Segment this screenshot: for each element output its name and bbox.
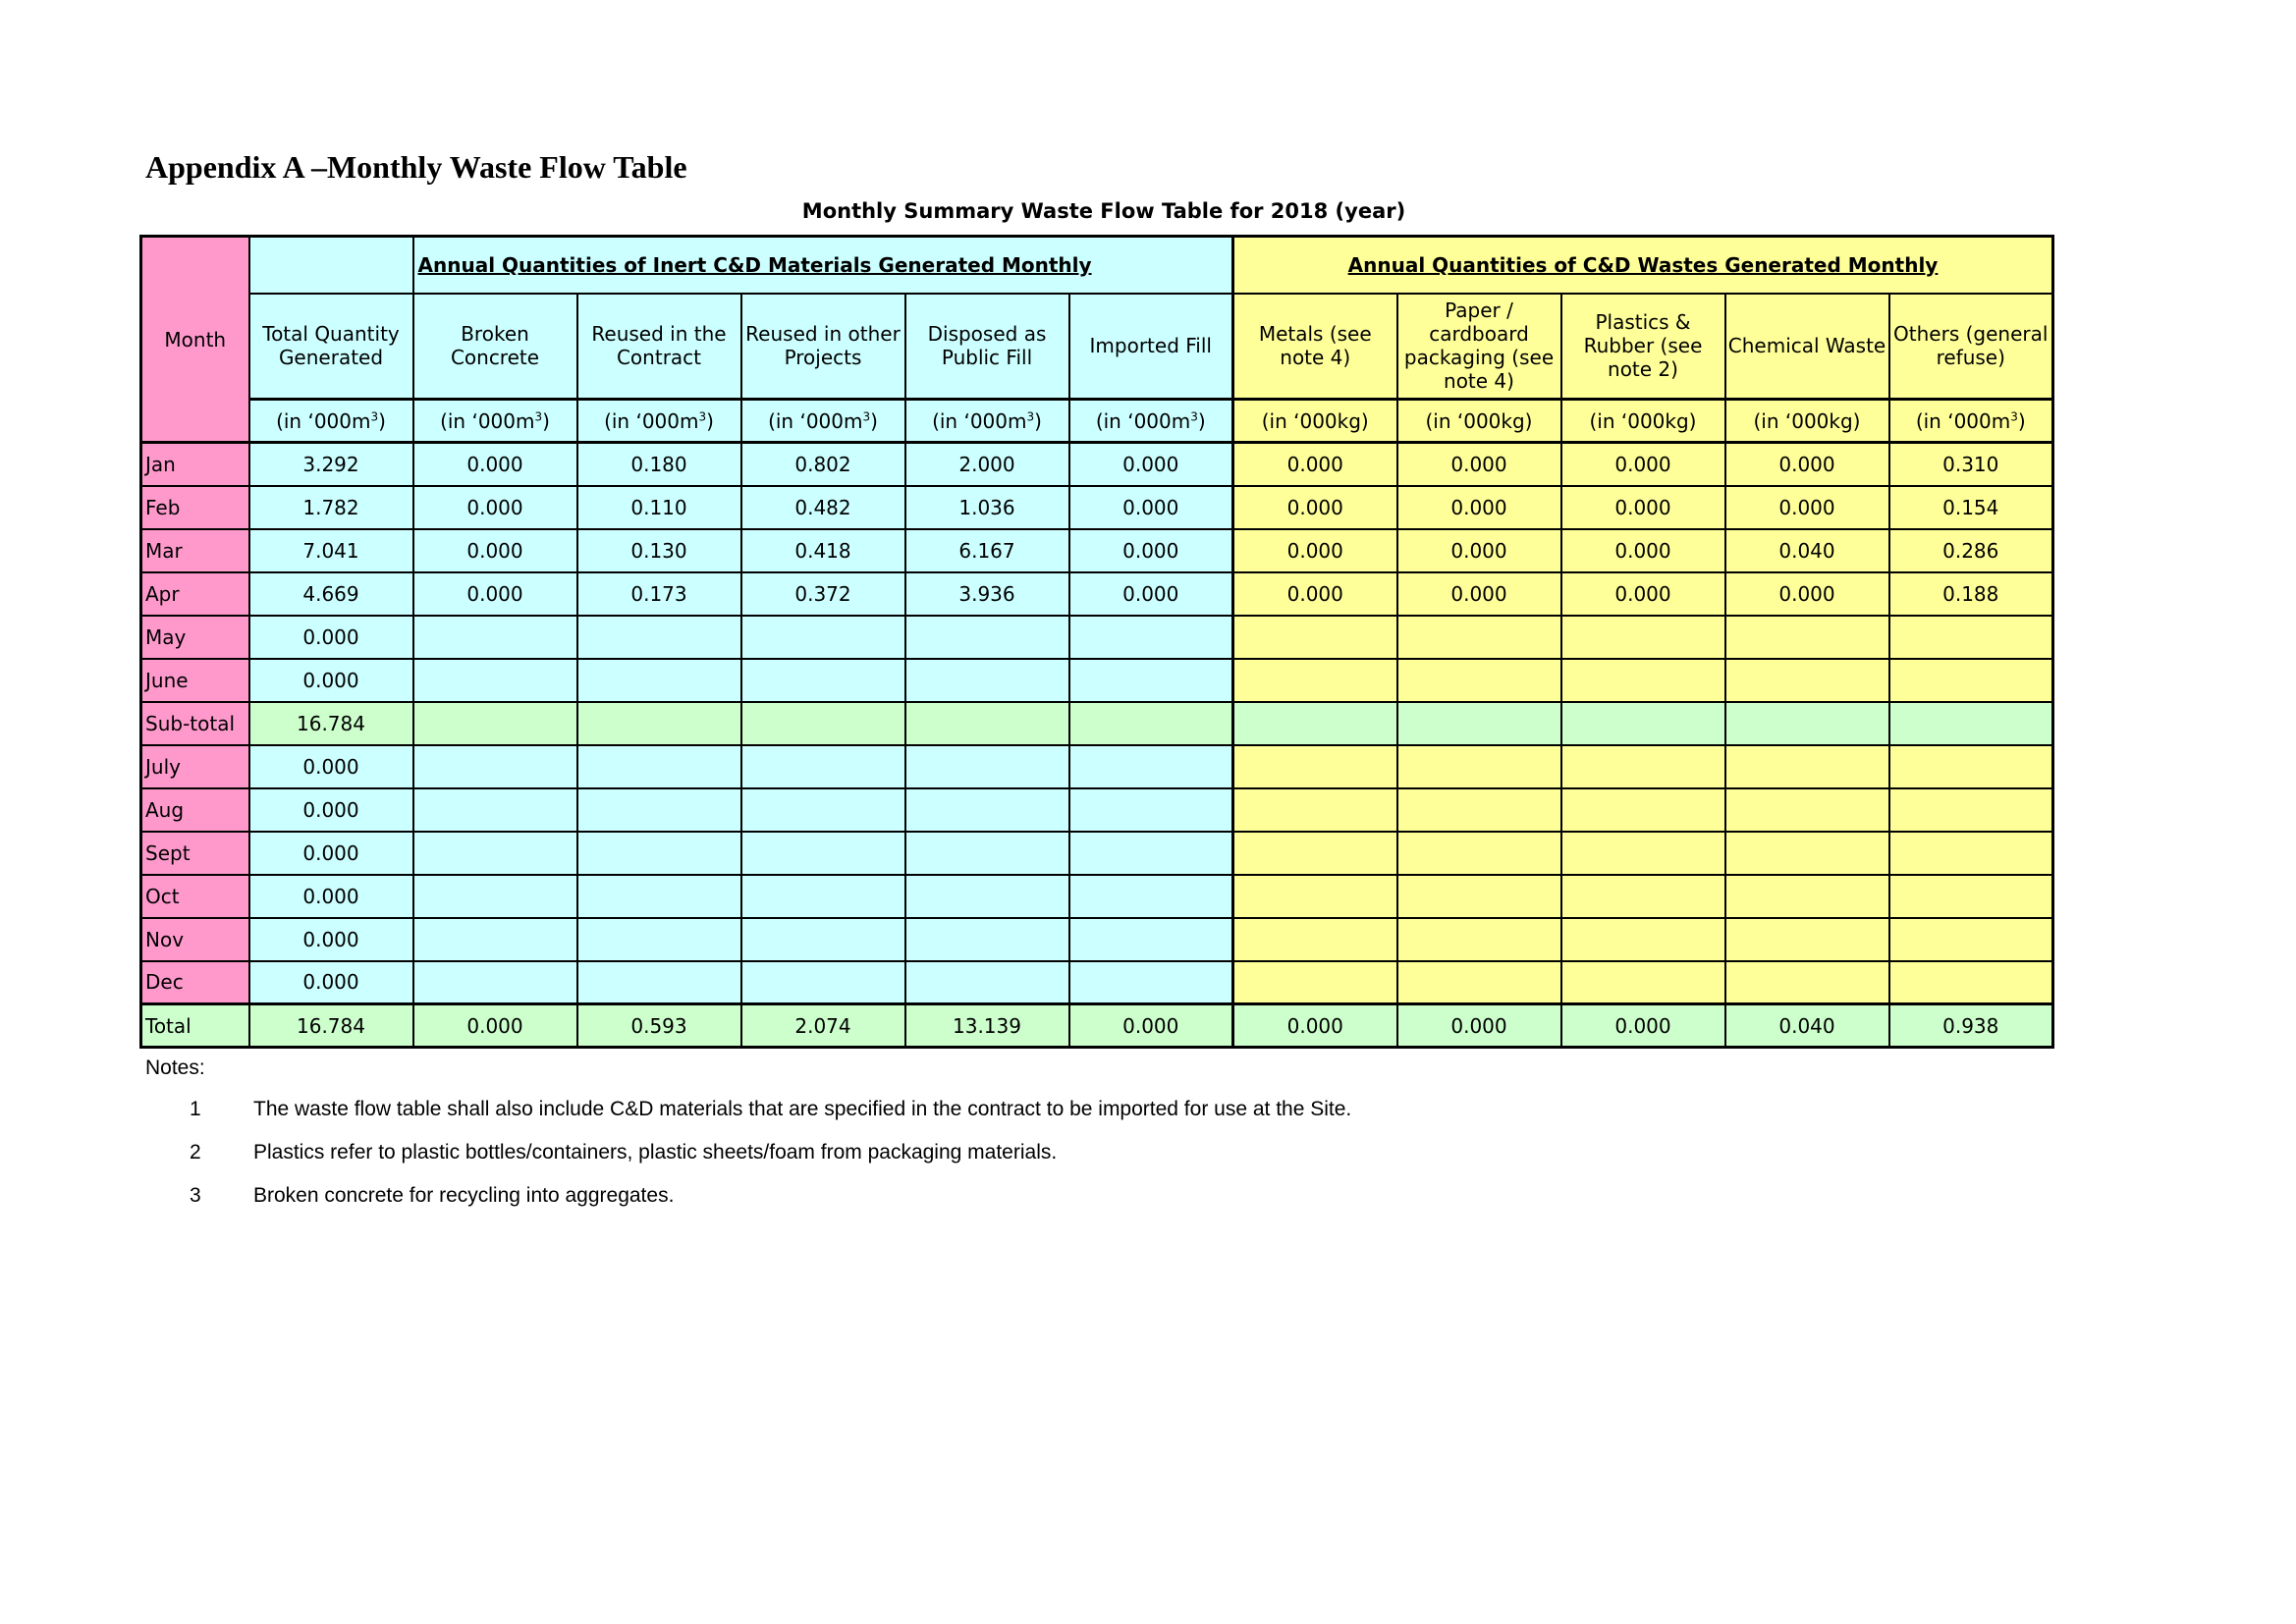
value-cell: [1725, 918, 1889, 961]
month-cell: Dec: [141, 961, 249, 1004]
value-cell: [1397, 832, 1561, 875]
table-row: [141, 616, 2053, 659]
value-cell: [577, 918, 741, 961]
value-cell: [741, 616, 905, 659]
value-cell: 0.000: [1561, 443, 1725, 486]
waste-flow-table: [139, 235, 2054, 1049]
unit-text: (in ‘000kg): [1425, 408, 1533, 433]
value-cell: 0.000: [1397, 572, 1561, 616]
month-cell: Feb: [141, 486, 249, 529]
value-cell: [1233, 832, 1397, 875]
unit-text: (in ‘000m: [768, 408, 863, 433]
waste-group-header: Annual Quantities of C&D Wastes Generated Monthly: [1233, 237, 2053, 294]
unit-header: [1561, 400, 1725, 443]
notes-label: Notes:: [145, 1056, 205, 1079]
value-cell: 0.173: [577, 572, 741, 616]
note-text: Plastics refer to plastic bottles/containers, plastic sheets/foam from packaging materials.: [253, 1141, 1058, 1164]
table-row: [141, 659, 2053, 702]
value-cell: 0.000: [413, 486, 577, 529]
value-cell: [1725, 659, 1889, 702]
appendix-title: Appendix A –Monthly Waste Flow Table: [145, 149, 687, 185]
value-cell: [1069, 918, 1233, 961]
value-cell: [905, 875, 1069, 918]
table-header: [141, 237, 2053, 443]
notes-section: [145, 1056, 1351, 1227]
unit-header: [905, 400, 1069, 443]
value-cell: [1889, 918, 2053, 961]
value-cell: [1725, 788, 1889, 832]
value-cell: 0.000: [249, 745, 413, 788]
unit-header: [741, 400, 905, 443]
value-cell: [741, 745, 905, 788]
value-cell: [577, 745, 741, 788]
value-cell: 0.000: [1725, 443, 1889, 486]
month-cell: Aug: [141, 788, 249, 832]
column-header: Others (general refuse): [1889, 294, 2053, 400]
note-text: Broken concrete for recycling into aggregates.: [253, 1184, 675, 1207]
unit-header: [1069, 400, 1233, 443]
month-cell: Jan: [141, 443, 249, 486]
value-cell: [577, 616, 741, 659]
value-cell: [1233, 788, 1397, 832]
value-cell: 0.000: [1069, 572, 1233, 616]
note-item: [145, 1098, 1351, 1141]
value-cell: [1561, 918, 1725, 961]
value-cell: 0.000: [1233, 572, 1397, 616]
table-row: [141, 875, 2053, 918]
value-cell: 0.593: [577, 1004, 741, 1048]
table-title: Monthly Summary Waste Flow Table for 2018 (year): [801, 199, 1406, 223]
value-cell: [413, 788, 577, 832]
value-cell: [1561, 788, 1725, 832]
table-row: [141, 486, 2053, 529]
value-cell: [741, 832, 905, 875]
unit-close: ): [1034, 408, 1042, 433]
unit-text: (in ‘000m: [276, 408, 371, 433]
unit-close: ): [706, 408, 714, 433]
unit-header: [577, 400, 741, 443]
value-cell: 0.000: [413, 529, 577, 572]
month-cell: Mar: [141, 529, 249, 572]
column-header: Plastics & Rubber (see note 2): [1561, 294, 1725, 400]
table-row: [141, 745, 2053, 788]
unit-text: (in ‘000m: [1095, 408, 1191, 433]
unit-close: ): [1197, 408, 1206, 433]
value-cell: [1561, 745, 1725, 788]
unit-text: (in ‘000m: [440, 408, 535, 433]
value-cell: 7.041: [249, 529, 413, 572]
value-cell: 0.000: [249, 832, 413, 875]
unit-close: ): [870, 408, 878, 433]
inert-group-header: Annual Quantities of Inert C&D Materials Generated Monthly: [413, 237, 1233, 294]
value-cell: 0.000: [413, 443, 577, 486]
value-cell: 0.000: [1725, 572, 1889, 616]
value-cell: 0.000: [1397, 1004, 1561, 1048]
value-cell: [1233, 616, 1397, 659]
unit-superscript: 3: [370, 408, 379, 423]
note-number: 2: [190, 1141, 201, 1164]
table-row: [141, 788, 2053, 832]
table-row: [141, 961, 2053, 1004]
value-cell: [905, 745, 1069, 788]
value-cell: [905, 659, 1069, 702]
value-cell: [413, 659, 577, 702]
month-cell: Total: [141, 1004, 249, 1048]
value-cell: [577, 702, 741, 745]
value-cell: 0.040: [1725, 529, 1889, 572]
value-cell: 0.000: [1069, 486, 1233, 529]
value-cell: 0.000: [249, 961, 413, 1004]
column-header: Paper / cardboard packaging (see note 4): [1397, 294, 1561, 400]
month-cell: Sept: [141, 832, 249, 875]
value-cell: 0.110: [577, 486, 741, 529]
month-cell: May: [141, 616, 249, 659]
value-cell: 0.000: [1069, 443, 1233, 486]
value-cell: 0.000: [1233, 1004, 1397, 1048]
unit-text: (in ‘000kg): [1589, 408, 1697, 433]
value-cell: [741, 961, 905, 1004]
value-cell: 0.000: [1233, 486, 1397, 529]
unit-superscript: 3: [2010, 408, 2018, 423]
notes-list: [145, 1098, 1351, 1227]
table-row: [141, 702, 2053, 745]
value-cell: [1561, 659, 1725, 702]
value-cell: [905, 961, 1069, 1004]
value-cell: [741, 875, 905, 918]
value-cell: [1889, 788, 2053, 832]
value-cell: [413, 832, 577, 875]
value-cell: 0.000: [1397, 486, 1561, 529]
unit-superscript: 3: [534, 408, 543, 423]
value-cell: [1725, 875, 1889, 918]
note-item: [145, 1141, 1351, 1184]
table-row: [141, 832, 2053, 875]
value-cell: [1069, 616, 1233, 659]
value-cell: 0.000: [1069, 1004, 1233, 1048]
value-cell: 0.130: [577, 529, 741, 572]
value-cell: 2.074: [741, 1004, 905, 1048]
value-cell: [1889, 702, 2053, 745]
value-cell: [413, 961, 577, 1004]
value-cell: [1397, 745, 1561, 788]
value-cell: [1561, 702, 1725, 745]
value-cell: [1233, 745, 1397, 788]
value-cell: 0.000: [1233, 443, 1397, 486]
value-cell: [741, 918, 905, 961]
value-cell: 0.482: [741, 486, 905, 529]
month-cell: Sub-total: [141, 702, 249, 745]
unit-superscript: 3: [698, 408, 707, 423]
value-cell: 0.000: [249, 788, 413, 832]
value-cell: 4.669: [249, 572, 413, 616]
value-cell: 0.286: [1889, 529, 2053, 572]
value-cell: [1233, 961, 1397, 1004]
value-cell: [1889, 745, 2053, 788]
value-cell: [413, 702, 577, 745]
value-cell: 0.000: [1561, 572, 1725, 616]
value-cell: [1069, 788, 1233, 832]
value-cell: [577, 788, 741, 832]
value-cell: [1233, 918, 1397, 961]
value-cell: [1069, 745, 1233, 788]
value-cell: [1397, 875, 1561, 918]
value-cell: [1889, 616, 2053, 659]
column-header: Disposed as Public Fill: [905, 294, 1069, 400]
unit-close: ): [542, 408, 550, 433]
value-cell: 0.802: [741, 443, 905, 486]
value-cell: [1069, 961, 1233, 1004]
unit-close: ): [2017, 408, 2026, 433]
column-header: Reused in the Contract: [577, 294, 741, 400]
unit-header: [1397, 400, 1561, 443]
unit-header: [1233, 400, 1397, 443]
month-cell: June: [141, 659, 249, 702]
value-cell: 16.784: [249, 702, 413, 745]
month-header: Month: [141, 237, 249, 443]
unit-superscript: 3: [862, 408, 871, 423]
value-cell: 0.310: [1889, 443, 2053, 486]
table-row: [141, 918, 2053, 961]
column-header: Imported Fill: [1069, 294, 1233, 400]
value-cell: 0.000: [1397, 529, 1561, 572]
value-cell: 0.938: [1889, 1004, 2053, 1048]
note-text: The waste flow table shall also include C&D materials that are specified in the contract to be imported for use at the Site.: [253, 1098, 1352, 1120]
value-cell: 0.000: [1561, 529, 1725, 572]
value-cell: 3.292: [249, 443, 413, 486]
blank-header-cell: [249, 237, 413, 294]
month-cell: Apr: [141, 572, 249, 616]
month-cell: July: [141, 745, 249, 788]
value-cell: [1233, 659, 1397, 702]
value-cell: 0.000: [1561, 1004, 1725, 1048]
value-cell: 0.180: [577, 443, 741, 486]
value-cell: [413, 745, 577, 788]
value-cell: 0.000: [1725, 486, 1889, 529]
value-cell: 0.000: [249, 918, 413, 961]
value-cell: [1397, 702, 1561, 745]
value-cell: [1725, 832, 1889, 875]
unit-text: (in ‘000kg): [1261, 408, 1369, 433]
value-cell: 0.040: [1725, 1004, 1889, 1048]
value-cell: [413, 875, 577, 918]
value-cell: 0.418: [741, 529, 905, 572]
month-cell: Nov: [141, 918, 249, 961]
note-number: 1: [190, 1098, 201, 1120]
column-header: Reused in other Projects: [741, 294, 905, 400]
value-cell: [905, 788, 1069, 832]
table-row: [141, 572, 2053, 616]
value-cell: 0.000: [249, 659, 413, 702]
value-cell: [1233, 875, 1397, 918]
value-cell: [905, 702, 1069, 745]
column-header: Total Quantity Generated: [249, 294, 413, 400]
value-cell: 0.000: [1069, 529, 1233, 572]
value-cell: [577, 659, 741, 702]
value-cell: [1889, 832, 2053, 875]
value-cell: 3.936: [905, 572, 1069, 616]
value-cell: 0.000: [1397, 443, 1561, 486]
value-cell: [577, 961, 741, 1004]
unit-text: (in ‘000kg): [1753, 408, 1861, 433]
unit-text: (in ‘000m: [932, 408, 1027, 433]
value-cell: 6.167: [905, 529, 1069, 572]
value-cell: [1561, 961, 1725, 1004]
value-cell: [1725, 745, 1889, 788]
value-cell: 0.000: [249, 875, 413, 918]
value-cell: 0.372: [741, 572, 905, 616]
value-cell: [905, 918, 1069, 961]
value-cell: 0.000: [413, 1004, 577, 1048]
value-cell: 0.000: [249, 616, 413, 659]
note-number: 3: [190, 1184, 201, 1207]
value-cell: [1397, 961, 1561, 1004]
month-cell: Oct: [141, 875, 249, 918]
value-cell: [1561, 875, 1725, 918]
value-cell: [1725, 702, 1889, 745]
value-cell: 0.154: [1889, 486, 2053, 529]
table-row: [141, 1004, 2053, 1048]
unit-header: [413, 400, 577, 443]
value-cell: 2.000: [905, 443, 1069, 486]
value-cell: 0.000: [1233, 529, 1397, 572]
value-cell: [1561, 832, 1725, 875]
table-body: [141, 443, 2053, 1048]
unit-close: ): [378, 408, 386, 433]
column-header: Broken Concrete: [413, 294, 577, 400]
value-cell: [577, 875, 741, 918]
value-cell: [741, 659, 905, 702]
value-cell: [905, 832, 1069, 875]
value-cell: 0.000: [1561, 486, 1725, 529]
value-cell: [577, 832, 741, 875]
table-row: [141, 529, 2053, 572]
value-cell: [1889, 659, 2053, 702]
unit-superscript: 3: [1026, 408, 1035, 423]
value-cell: [905, 616, 1069, 659]
value-cell: [1069, 659, 1233, 702]
value-cell: 0.000: [413, 572, 577, 616]
value-cell: 1.782: [249, 486, 413, 529]
column-header: Metals (see note 4): [1233, 294, 1397, 400]
unit-superscript: 3: [1190, 408, 1198, 423]
unit-header: [1725, 400, 1889, 443]
value-cell: [1397, 659, 1561, 702]
note-item: [145, 1184, 1351, 1227]
value-cell: [413, 918, 577, 961]
unit-header: [249, 400, 413, 443]
value-cell: [1889, 875, 2053, 918]
value-cell: [1725, 616, 1889, 659]
value-cell: [1889, 961, 2053, 1004]
value-cell: [1233, 702, 1397, 745]
value-cell: [1397, 918, 1561, 961]
value-cell: [1561, 616, 1725, 659]
column-header: Chemical Waste: [1725, 294, 1889, 400]
value-cell: [1069, 875, 1233, 918]
value-cell: [413, 616, 577, 659]
table-row: [141, 443, 2053, 486]
unit-text: (in ‘000m: [604, 408, 699, 433]
value-cell: 0.188: [1889, 572, 2053, 616]
value-cell: [1397, 788, 1561, 832]
value-cell: 16.784: [249, 1004, 413, 1048]
value-cell: [741, 788, 905, 832]
unit-header: [1889, 400, 2053, 443]
value-cell: 1.036: [905, 486, 1069, 529]
value-cell: [1725, 961, 1889, 1004]
value-cell: [741, 702, 905, 745]
value-cell: [1069, 832, 1233, 875]
value-cell: [1069, 702, 1233, 745]
value-cell: 13.139: [905, 1004, 1069, 1048]
unit-text: (in ‘000m: [1915, 408, 2011, 433]
value-cell: [1397, 616, 1561, 659]
